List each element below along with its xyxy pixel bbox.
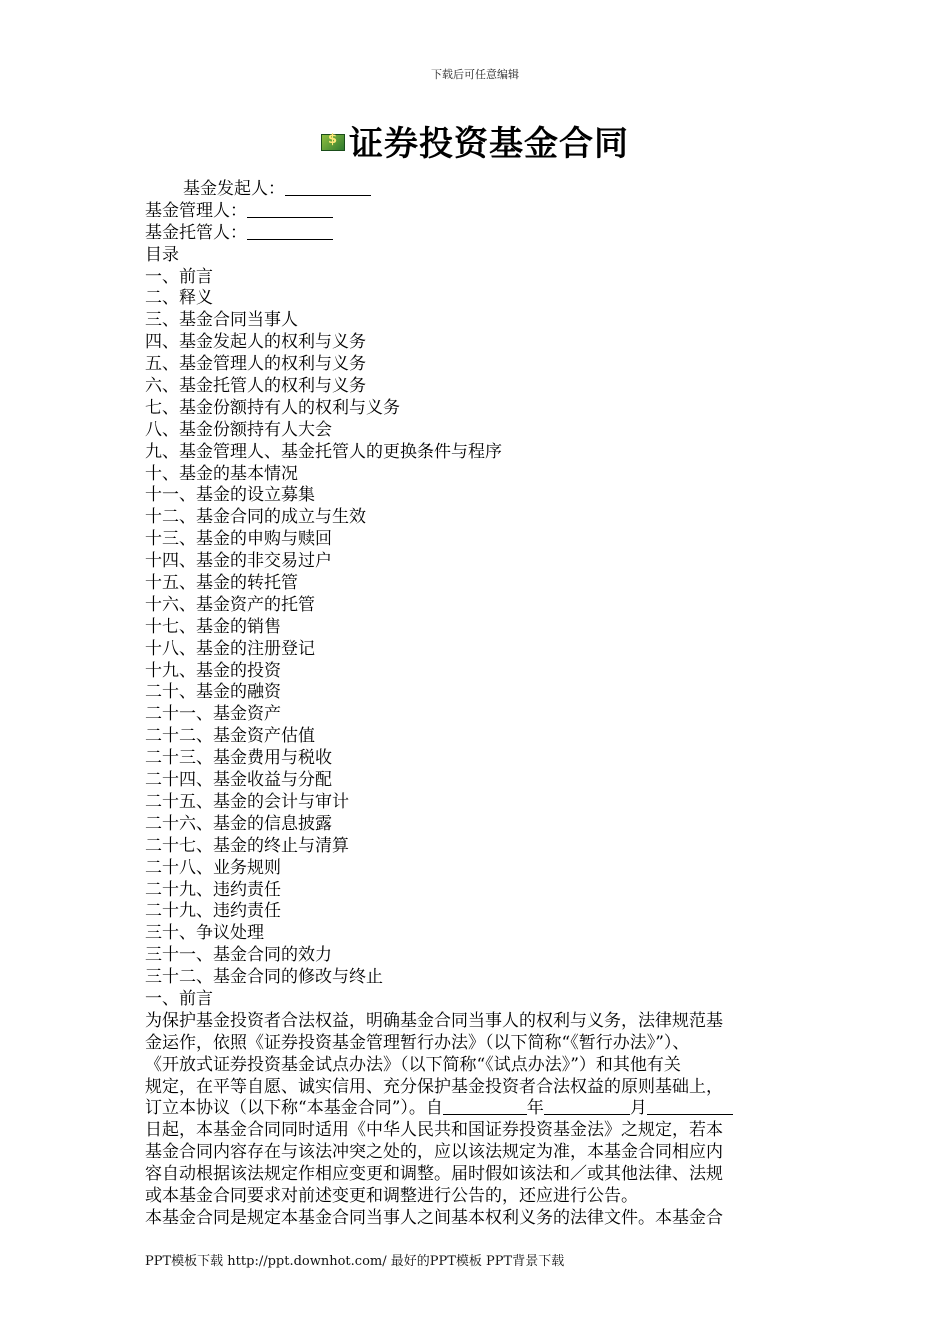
party-label: 基金发起人：	[183, 179, 285, 199]
toc-item: 十、基金的基本情况	[145, 463, 298, 484]
toc-item: 十七、基金的销售	[145, 616, 281, 637]
fill-blank	[247, 202, 333, 218]
document-title: 证券投资基金合同	[349, 124, 629, 164]
document-body	[145, 179, 805, 1230]
day-blank	[647, 1099, 733, 1115]
year-label: 年	[526, 1098, 544, 1119]
toc-item: 七、基金份额持有人的权利与义务	[145, 397, 400, 418]
money-icon	[321, 134, 345, 151]
page-header-note: 下载后可任意编辑	[431, 68, 519, 81]
paragraph-line: 容自动根据该法规定作相应变更和调整。届时假如该法和／或其他法律、法规	[145, 1164, 723, 1185]
party-line-manager	[145, 201, 805, 223]
party-line-sponsor	[145, 179, 805, 201]
toc-item: 三、基金合同当事人	[145, 310, 298, 331]
page-footer: PPT模板下载 http://ppt.downhot.com/ 最好的PPT模板 PPT背景下载	[145, 1254, 565, 1269]
toc-item: 二十一、基金资产	[145, 704, 281, 725]
toc-item: 二十四、基金收益与分配	[145, 770, 332, 791]
paragraph-line: 规定，在平等自愿、诚实信用、充分保护基金投资者合法权益的原则基础上，	[145, 1076, 723, 1097]
fill-blank	[285, 180, 371, 196]
toc-item: 二、释义	[145, 288, 213, 309]
toc-item: 二十三、基金费用与税收	[145, 748, 332, 769]
paragraph-line: 或本基金合同要求对前述变更和调整进行公告的，还应进行公告。	[145, 1185, 638, 1206]
paragraph-line-date	[145, 1098, 805, 1120]
toc-item: 二十、基金的融资	[145, 682, 281, 703]
party-label: 基金管理人：	[145, 200, 247, 221]
paragraph-line: 日起，本基金合同同时适用《中华人民共和国证券投资基金法》之规定，若本	[145, 1120, 723, 1141]
toc-item: 八、基金份额持有人大会	[145, 419, 332, 440]
toc-item: 三十二、基金合同的修改与终止	[145, 967, 383, 988]
toc-item: 二十九、违约责任	[145, 879, 281, 900]
toc-item: 二十五、基金的会计与审计	[145, 791, 349, 812]
party-label: 基金托管人：	[145, 222, 247, 243]
toc-item: 二十六、基金的信息披露	[145, 813, 332, 834]
toc-item: 三十一、基金合同的效力	[145, 945, 332, 966]
toc-heading: 目录	[145, 244, 179, 265]
paragraph-line: 《开放式证券投资基金试点办法》（以下简称“《试点办法》”）和其他有关	[145, 1054, 681, 1075]
table-of-contents	[145, 267, 805, 989]
toc-item: 四、基金发起人的权利与义务	[145, 332, 366, 353]
toc-item: 十一、基金的设立募集	[145, 485, 315, 506]
preface-paragraph	[145, 1011, 805, 1230]
paragraph-line: 金运作，依照《证券投资基金管理暂行办法》（以下简称“《暂行办法》”）、	[145, 1032, 690, 1053]
toc-item: 九、基金管理人、基金托管人的更换条件与程序	[145, 441, 502, 462]
toc-item: 六、基金托管人的权利与义务	[145, 376, 366, 397]
month-label: 月	[629, 1098, 647, 1119]
party-line-custodian	[145, 223, 805, 245]
toc-item: 五、基金管理人的权利与义务	[145, 354, 366, 375]
toc-item: 三十、争议处理	[145, 923, 264, 944]
toc-item: 二十八、业务规则	[145, 857, 281, 878]
toc-item: 十八、基金的注册登记	[145, 638, 315, 659]
paragraph-text: 订立本协议（以下称“本基金合同”）。自	[145, 1098, 443, 1119]
toc-item: 十六、基金资产的托管	[145, 594, 315, 615]
month-blank	[544, 1099, 630, 1115]
toc-item: 二十二、基金资产估值	[145, 726, 315, 747]
toc-item: 二十九、违约责任	[145, 901, 281, 922]
toc-item: 十九、基金的投资	[145, 660, 281, 681]
fill-blank	[247, 224, 333, 240]
section-heading: 一、前言	[145, 988, 213, 1009]
toc-item: 十二、基金合同的成立与生效	[145, 507, 366, 528]
paragraph-line: 基金合同内容存在与该法冲突之处的，应以该法规定为准，本基金合同相应内	[145, 1142, 723, 1163]
paragraph-line: 本基金合同是规定本基金合同当事人之间基本权利义务的法律文件。本基金合	[145, 1207, 723, 1228]
toc-item: 一、前言	[145, 266, 213, 287]
toc-item: 十五、基金的转托管	[145, 573, 298, 594]
paragraph-line: 为保护基金投资者合法权益，明确基金合同当事人的权利与义务，法律规范基	[145, 1010, 723, 1031]
toc-item: 十四、基金的非交易过户	[145, 551, 332, 572]
year-blank	[443, 1099, 527, 1115]
toc-item: 十三、基金的申购与赎回	[145, 529, 332, 550]
toc-item: 二十七、基金的终止与清算	[145, 835, 349, 856]
title-row	[0, 116, 950, 165]
